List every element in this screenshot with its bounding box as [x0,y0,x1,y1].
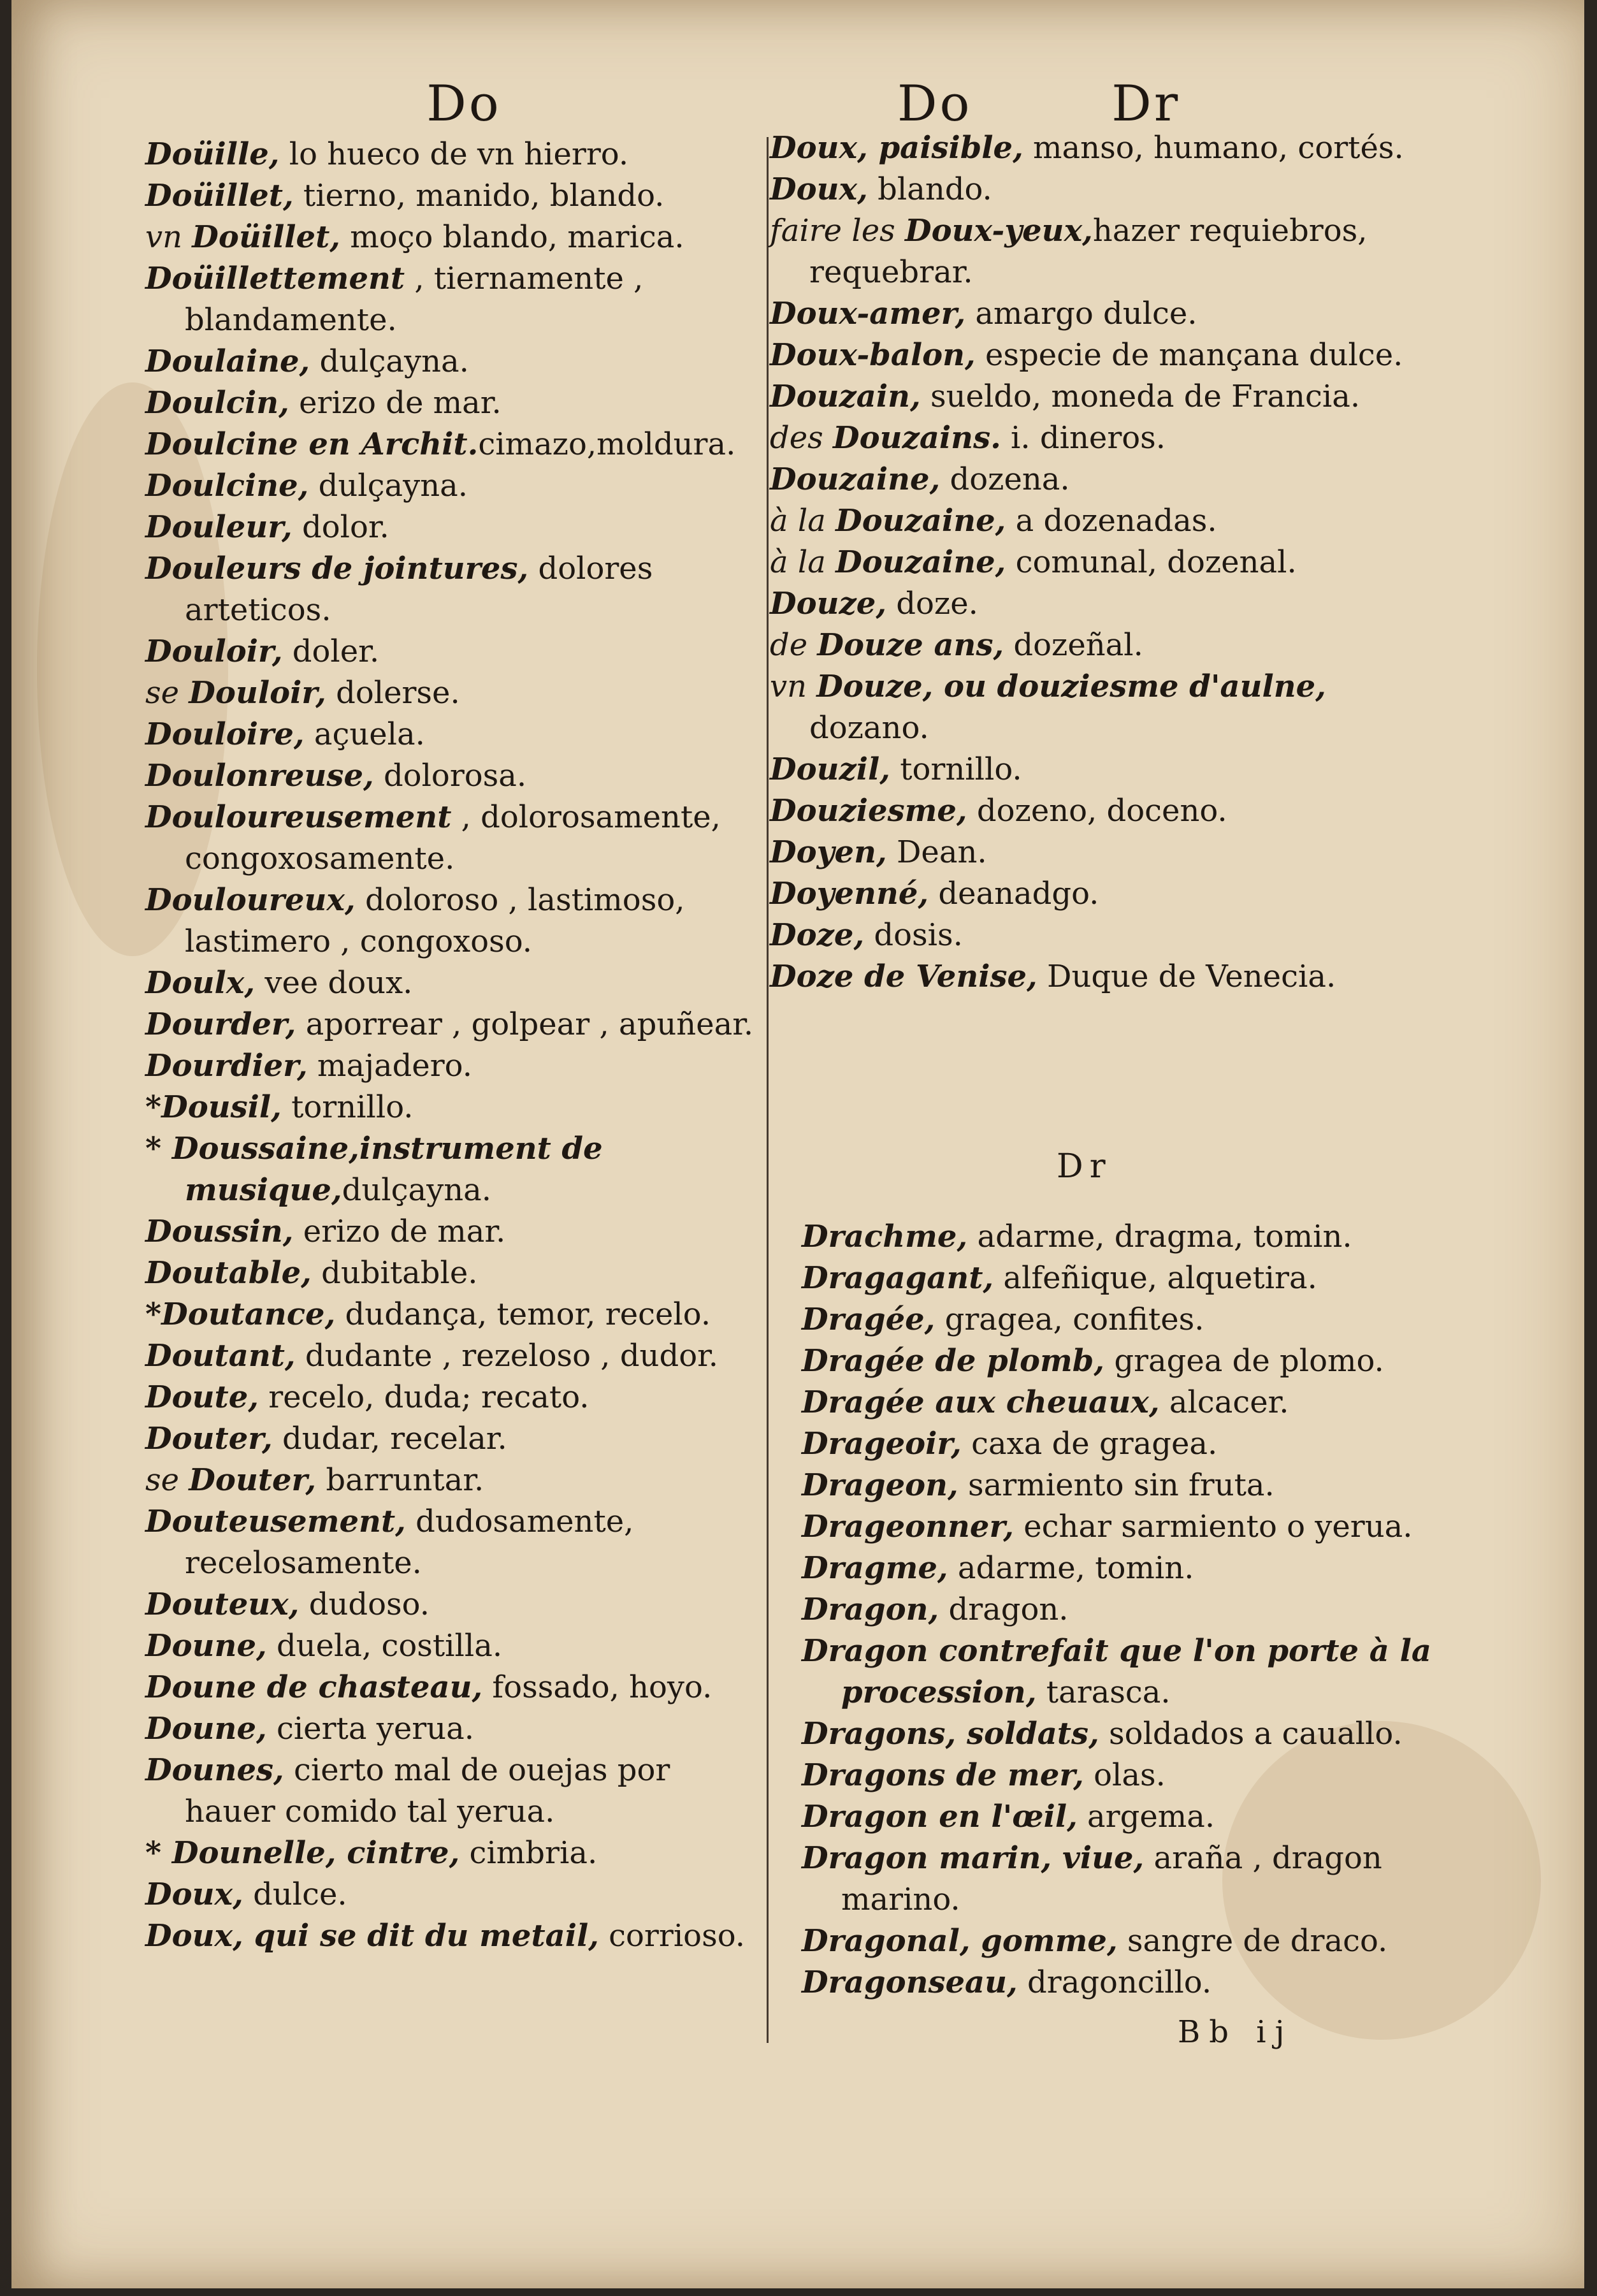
entry-headword: Doux-amer, [770,296,966,331]
entry-headword: *Dousil, [145,1089,282,1125]
dictionary-entry [802,1755,1471,1796]
entry-definition: fossado, hoyo. [482,1669,712,1705]
entry-headword: * Dounelle, cintre, [145,1835,460,1871]
dictionary-entry [145,631,770,672]
running-head-left: Do [426,75,502,133]
entry-definition: dudoso. [299,1587,430,1622]
entry-definition: dudar, recelar. [272,1421,507,1457]
entry-definition: amargo dulce. [965,296,1197,331]
entry-definition: majadero. [307,1048,472,1084]
dictionary-entry [770,832,1439,873]
dictionary-entry [145,1087,770,1128]
entry-headword: Douteux, [145,1587,300,1622]
entry-definition: a dozenadas. [1006,503,1217,539]
entry-headword: Dragonseau, [802,1965,1018,2000]
dictionary-entry [770,335,1439,376]
entry-headword: Doüillet, [192,219,340,255]
entry-headword: Dragons de mer, [802,1757,1084,1793]
right-column [770,127,1439,998]
dictionary-entry [770,666,1439,749]
entry-headword: Drageonner, [802,1509,1014,1544]
entry-headword: Dragons, soldats, [802,1716,1099,1752]
dictionary-entry [802,1921,1471,1962]
dictionary-entry [145,1294,770,1335]
entry-headword: Doyenné, [770,876,929,912]
entry-headword: Dourder, [145,1006,296,1042]
dictionary-entry [802,1796,1471,1838]
entry-headword: Doulonreuse, [145,758,374,794]
dictionary-entry [145,175,770,217]
dictionary-entry [145,672,770,714]
entry-headword: Doutable, [145,1255,312,1291]
entry-definition: tornillo. [281,1089,414,1125]
dictionary-entry [770,293,1439,335]
dictionary-entry [802,1258,1471,1299]
entry-prefix: à la [770,544,836,580]
entry-headword: Doulx, [145,965,256,1001]
dictionary-entry [770,169,1439,210]
entry-definition: echar sarmiento o yerua. [1013,1509,1413,1544]
entry-headword: Dragée, [802,1302,936,1337]
entry-definition: dozeñal. [1004,627,1143,663]
entry-headword: Dourdier, [145,1048,308,1084]
entry-headword: Douter, [189,1462,317,1498]
entry-prefix: des [770,420,834,456]
entry-definition: recelo, duda; recato. [258,1379,589,1415]
dictionary-entry [145,217,770,258]
dictionary-entry [802,1589,1471,1631]
entry-definition: dulçayna. [308,468,468,504]
entry-headword: Dragée aux cheuaux, [802,1384,1160,1420]
entry-definition: , dolorosamente, congoxosamente. [185,799,721,876]
entry-definition: dozena. [940,461,1070,497]
entry-definition: corrioso. [598,1918,746,1954]
signature-mark: Bb ij [1178,2014,1294,2050]
dictionary-entry [770,376,1439,418]
dictionary-entry [145,1045,770,1087]
entry-headword: Douzaine, [770,461,941,497]
entry-headword: Drachme, [802,1219,968,1254]
entry-definition: dolorosa. [373,758,527,794]
dictionary-entry [770,915,1439,956]
dictionary-entry [145,1211,770,1253]
entry-headword: Doussin, [145,1214,294,1249]
entry-definition: erizo de mar. [293,1214,506,1249]
entry-definition: Duque de Venecia. [1037,959,1336,994]
dictionary-entry [770,127,1439,169]
entry-definition: gragea, confites. [935,1302,1204,1337]
entry-prefix: se [145,675,189,711]
entry-definition: dolor. [292,509,389,545]
entry-headword: * Doussaine,instrument de musique, [145,1131,603,1208]
entry-definition: Dean. [886,834,987,870]
entry-definition: doloroso , lastimoso, lastimero , congoxoso. [185,882,685,959]
dictionary-entry [145,714,770,755]
dictionary-entry [145,134,770,175]
entry-definition: soldados a cauallo. [1099,1716,1403,1752]
entry-definition: adarme, dragma, tomin. [967,1219,1352,1254]
entry-definition: sueldo, moneda de Francia. [920,379,1361,414]
entry-prefix: faire les [770,213,905,249]
entry-headword: Douloire, [145,716,305,752]
entry-definition: cimbria. [459,1835,598,1871]
entry-headword: Douloureux, [145,882,356,918]
dictionary-entry [770,956,1439,998]
entry-headword: Douzaine, [835,503,1006,539]
dictionary-entry [145,1128,770,1211]
entry-headword: Douloureusement [145,799,452,835]
entry-definition: cimazo,moldura. [478,426,736,462]
entry-headword: Dragme, [802,1550,948,1586]
entry-headword: Dragée de plomb, [802,1343,1105,1379]
entry-definition: manso, humano, cortés. [1023,130,1404,166]
entry-headword: Doüillet, [145,178,294,214]
entry-definition: i. dineros. [1001,420,1166,456]
entry-headword: Doux, [770,171,868,207]
entry-headword: Doulcine en Archit. [145,426,479,462]
left-column [145,134,770,1957]
entry-definition: doler. [282,634,380,669]
entry-definition: aporrear , golpear , apuñear. [296,1006,754,1042]
entry-headword: Dragon contrefait que l'on porte à la procession, [802,1633,1431,1710]
entry-definition: hazer requiebros, requebrar. [809,213,1368,290]
entry-headword: Dragon en l'œil, [802,1799,1078,1835]
dictionary-entry [145,880,770,963]
entry-definition: dosis. [864,917,963,953]
book-page [11,0,1584,2288]
entry-definition: dragoncillo. [1017,1965,1212,2000]
entry-headword: Doune, [145,1628,267,1664]
entry-prefix: à la [770,503,836,539]
entry-definition: dubitable. [311,1255,478,1291]
entry-headword: Doyen, [770,834,887,870]
entry-headword: Douzil, [770,752,890,787]
dictionary-entry [802,1299,1471,1341]
entry-headword: Drageon, [802,1467,958,1503]
entry-definition: tornillo. [890,752,1022,787]
entry-prefix: vn [770,669,817,704]
dictionary-entry [145,1460,770,1501]
dictionary-entry [145,341,770,382]
entry-headword: Douter, [145,1421,273,1457]
entry-headword: *Doutance, [145,1297,336,1332]
entry-headword: Dounes, [145,1752,284,1788]
entry-definition: alfeñique, alquetira. [994,1260,1317,1296]
entry-headword: Doüillettement [145,261,405,296]
dictionary-entry [145,1708,770,1750]
dictionary-entry [145,258,770,341]
entry-definition: cierto mal de ouejas por hauer comido tal yerua. [185,1752,670,1829]
entry-prefix: se [145,1462,189,1498]
dictionary-entry [802,1382,1471,1423]
entry-headword: Douteusement, [145,1504,406,1539]
entry-headword: Douzaine, [835,544,1006,580]
entry-headword: Doüille, [145,136,280,172]
entry-headword: Doux, paisible, [770,130,1023,166]
dictionary-entry [145,1667,770,1708]
section-heading: Dr [1057,1147,1112,1186]
entry-prefix: de [770,627,818,663]
entry-definition: blando. [867,171,992,207]
dictionary-entry [770,790,1439,832]
entry-definition: alcacer. [1159,1384,1289,1420]
dr-section [802,1216,1471,2003]
entry-definition: dudança, temor, recelo. [335,1297,711,1332]
entry-headword: Doune, [145,1711,267,1747]
entry-definition: duela, costilla. [266,1628,503,1664]
entry-headword: Douzain, [770,379,921,414]
entry-definition: dulçayna. [342,1172,492,1208]
entry-headword: Doune de chasteau, [145,1669,483,1705]
dictionary-entry [770,583,1439,625]
entry-headword: Douloir, [145,634,283,669]
entry-headword: Douleur, [145,509,293,545]
dictionary-entry [770,500,1439,542]
entry-definition: dudante , rezeloso , dudor. [295,1338,719,1374]
entry-definition: adarme, tomin. [948,1550,1194,1586]
dictionary-entry [770,210,1439,293]
running-head-right-2: Dr [1111,75,1181,133]
dictionary-entry [145,424,770,465]
entry-headword: Douze, [770,586,887,621]
entry-headword: Dragagant, [802,1260,994,1296]
entry-definition: , tiernamente , blandamente. [185,261,644,338]
entry-definition: tarasca. [1036,1675,1171,1710]
dictionary-entry [770,749,1439,790]
dictionary-entry [145,1501,770,1584]
entry-headword: Doze de Venise, [770,959,1037,994]
dictionary-entry [145,1750,770,1833]
entry-headword: Doux-yeux, [905,213,1093,249]
entry-definition: doze. [886,586,978,621]
dictionary-entry [145,1253,770,1294]
dictionary-entry [770,459,1439,500]
entry-definition: moço blando, marica. [340,219,684,255]
dictionary-entry [145,465,770,507]
entry-definition: dolores arteticos. [185,551,653,628]
entry-headword: Douze ans, [817,627,1004,663]
dictionary-entry [145,1418,770,1460]
entry-definition: dolerse. [326,675,460,711]
entry-definition: araña , dragon marino. [841,1840,1382,1917]
dictionary-entry [145,755,770,797]
dictionary-entry [802,1341,1471,1382]
running-head-right-1: Do [897,75,972,133]
dictionary-entry [145,1874,770,1915]
entry-definition: vee doux. [255,965,413,1001]
dictionary-entry [802,1506,1471,1548]
entry-definition: dudosamente, recelosamente. [185,1504,634,1581]
entry-definition: dulce. [243,1877,347,1912]
entry-headword: Doulcin, [145,385,289,421]
entry-headword: Doze, [770,917,865,953]
dictionary-entry [145,1335,770,1377]
entry-definition: dozano. [809,710,929,746]
dictionary-entry [802,1631,1471,1713]
dictionary-entry [145,1584,770,1625]
entry-definition: tierno, manido, blando. [293,178,665,214]
entry-headword: Douziesme, [770,793,967,829]
dictionary-entry [145,1377,770,1418]
entry-headword: Douloir, [189,675,326,711]
entry-definition: açuela. [304,716,425,752]
dictionary-entry [145,963,770,1004]
entry-headword: Doulcine, [145,468,309,504]
entry-headword: Drageoir, [802,1426,962,1462]
entry-definition: barruntar. [316,1462,484,1498]
entry-headword: Doux, [145,1877,243,1912]
entry-headword: Doutant, [145,1338,296,1374]
dictionary-entry [145,1004,770,1045]
entry-definition: dragon. [939,1592,1069,1627]
dictionary-entry [802,1465,1471,1506]
dictionary-entry [145,548,770,631]
entry-definition: dozeno, doceno. [967,793,1227,829]
entry-definition: olas. [1083,1757,1166,1793]
dictionary-entry [802,1423,1471,1465]
entry-headword: Doulaine, [145,344,310,379]
entry-headword: Douze, ou douziesme d'aulne, [816,669,1326,704]
entry-prefix: vn [145,219,192,255]
dictionary-entry [802,1548,1471,1589]
entry-headword: Doute, [145,1379,259,1415]
dictionary-entry [145,797,770,880]
dictionary-entry [770,873,1439,915]
entry-headword: Doux-balon, [770,337,976,373]
entry-headword: Douleurs de jointures, [145,551,529,586]
dictionary-entry [802,1216,1471,1258]
dictionary-entry [145,1833,770,1874]
dictionary-entry [145,1625,770,1667]
entry-definition: lo hueco de vn hierro. [279,136,629,172]
dictionary-entry [802,1962,1471,2003]
entry-definition: deanadgo. [929,876,1099,912]
dictionary-entry [770,625,1439,666]
entry-definition: cierta yerua. [266,1711,474,1747]
dictionary-entry [145,382,770,424]
entry-definition: sangre de draco. [1117,1923,1388,1959]
dictionary-entry [802,1838,1471,1921]
entry-definition: erizo de mar. [289,385,502,421]
entry-headword: Dragonal, gomme, [802,1923,1118,1959]
running-head-right [897,75,1254,133]
entry-definition: especie de mançana dulce. [975,337,1403,373]
dictionary-entry [145,507,770,548]
entry-definition: sarmiento sin fruta. [958,1467,1275,1503]
entry-headword: Dragon, [802,1592,939,1627]
entry-definition: comunal, dozenal. [1006,544,1297,580]
entry-headword: Doux, qui se dit du metail, [145,1918,599,1954]
dictionary-entry [770,542,1439,583]
entry-definition: argema. [1077,1799,1215,1835]
entry-headword: Douzains. [833,420,1001,456]
entry-definition: caxa de gragea. [961,1426,1218,1462]
entry-definition: dulçayna. [310,344,469,379]
dictionary-entry [770,418,1439,459]
entry-headword: Dragon marin, viue, [802,1840,1145,1876]
dictionary-entry [145,1915,770,1957]
entry-definition: gragea de plomo. [1104,1343,1384,1379]
dictionary-entry [802,1713,1471,1755]
